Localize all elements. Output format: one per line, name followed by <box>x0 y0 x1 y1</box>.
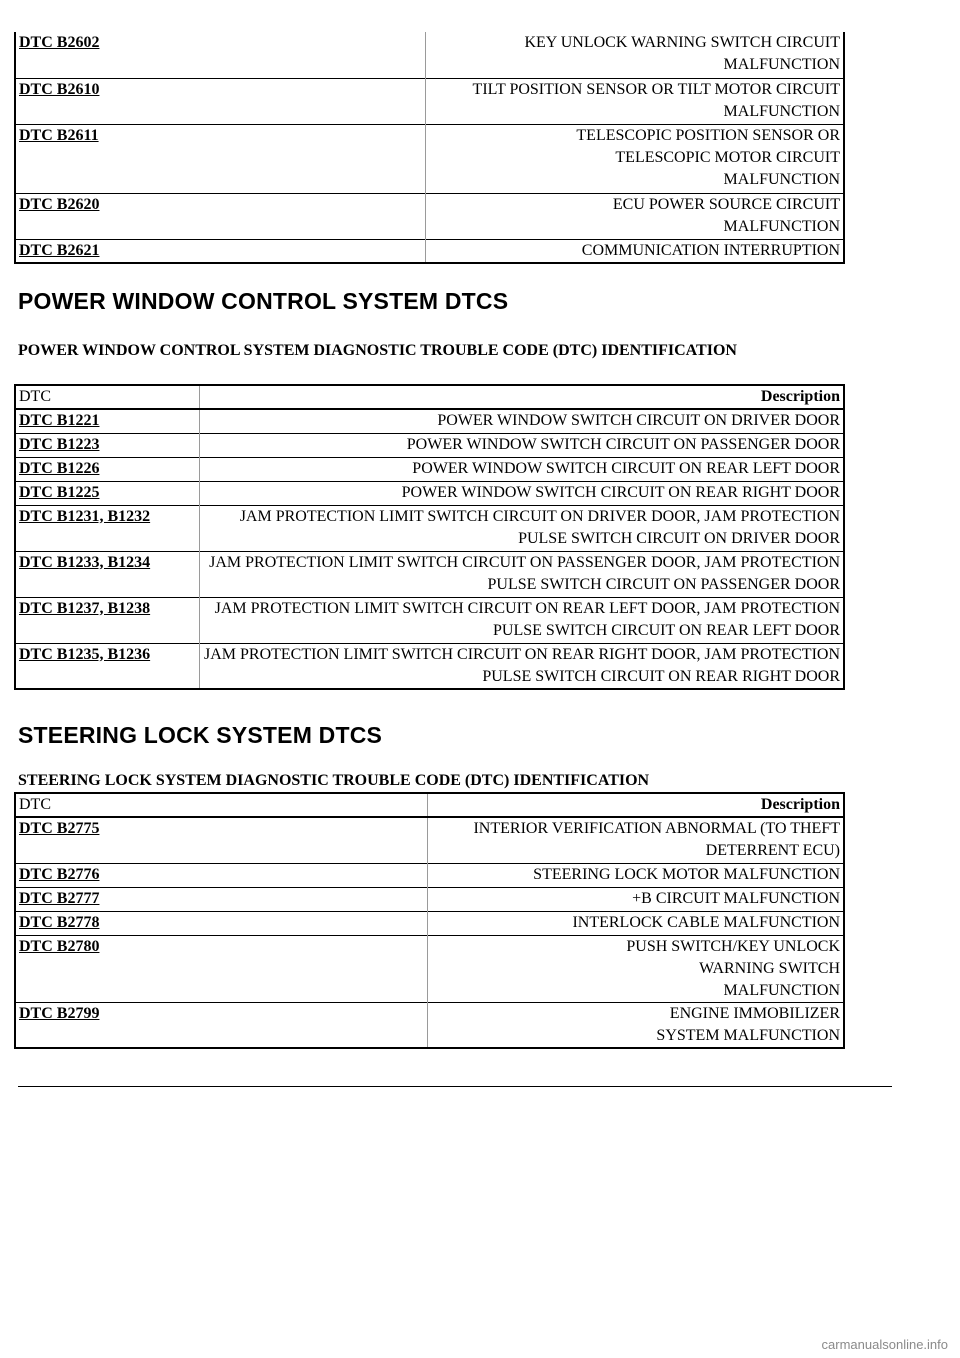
dtc-code-link[interactable]: DTC B2776 <box>15 863 427 887</box>
table-row <box>15 1002 844 1048</box>
dtc-code-link[interactable]: DTC B1223 <box>15 433 199 457</box>
table-row <box>15 935 844 1002</box>
dtc-code-link[interactable]: DTC B2799 <box>15 1002 427 1048</box>
table-row <box>15 597 844 643</box>
dtc-description: POWER WINDOW SWITCH CIRCUIT ON DRIVER DOOR <box>199 409 844 433</box>
dtc-description: POWER WINDOW SWITCH CIRCUIT ON PASSENGER DOOR <box>199 433 844 457</box>
column-header-dtc: DTC <box>15 793 427 817</box>
dtc-code-link[interactable]: DTC B1221 <box>15 409 199 433</box>
dtc-code-link[interactable]: DTC B1225 <box>15 481 199 505</box>
table-row <box>15 643 844 689</box>
table-row <box>15 239 844 263</box>
table-row <box>15 505 844 551</box>
table-header-row <box>15 793 844 817</box>
dtc-code-link[interactable]: DTC B2620 <box>15 193 425 239</box>
table-row <box>15 78 844 124</box>
column-header-description: Description <box>427 793 844 817</box>
table-row <box>15 863 844 887</box>
dtc-code-link[interactable]: DTC B1233, B1234 <box>15 551 199 597</box>
column-header-description: Description <box>199 385 844 409</box>
dtc-code-link[interactable]: DTC B2602 <box>15 32 425 78</box>
table-caption-power-window: POWER WINDOW CONTROL SYSTEM DIAGNOSTIC TROUBLE CODE (DTC) IDENTIFICATION <box>18 342 737 359</box>
dtc-code-link[interactable]: DTC B2621 <box>15 239 425 263</box>
dtc-code-link[interactable]: DTC B1237, B1238 <box>15 597 199 643</box>
dtc-description: INTERLOCK CABLE MALFUNCTION <box>427 911 844 935</box>
dtc-code-link[interactable]: DTC B2778 <box>15 911 427 935</box>
dtc-code-link[interactable]: DTC B1235, B1236 <box>15 643 199 689</box>
dtc-description: POWER WINDOW SWITCH CIRCUIT ON REAR LEFT DOOR <box>199 457 844 481</box>
dtc-table-power-window <box>14 384 845 690</box>
table-row <box>15 409 844 433</box>
table-row <box>15 887 844 911</box>
dtc-description: JAM PROTECTION LIMIT SWITCH CIRCUIT ON REAR LEFT DOOR, JAM PROTECTION PULSE SWITCH CIRCUIT ON REAR LEFT DOOR <box>199 597 844 643</box>
dtc-code-link[interactable]: DTC B2780 <box>15 935 427 1002</box>
dtc-code-link[interactable]: DTC B2610 <box>15 78 425 124</box>
dtc-code-link[interactable]: DTC B1231, B1232 <box>15 505 199 551</box>
dtc-description: ECU POWER SOURCE CIRCUIT MALFUNCTION <box>425 193 844 239</box>
dtc-code-link[interactable]: DTC B2775 <box>15 817 427 863</box>
dtc-description: KEY UNLOCK WARNING SWITCH CIRCUIT MALFUNCTION <box>425 32 844 78</box>
table-row <box>15 433 844 457</box>
table-header-row <box>15 385 844 409</box>
dtc-table-top <box>14 32 845 264</box>
section-heading-steering-lock: STEERING LOCK SYSTEM DTCS <box>18 722 383 748</box>
table-caption-steering-lock: STEERING LOCK SYSTEM DIAGNOSTIC TROUBLE CODE (DTC) IDENTIFICATION <box>18 772 650 789</box>
dtc-description: JAM PROTECTION LIMIT SWITCH CIRCUIT ON DRIVER DOOR, JAM PROTECTION PULSE SWITCH CIRCUIT ON DRIVER DOOR <box>199 505 844 551</box>
dtc-description: JAM PROTECTION LIMIT SWITCH CIRCUIT ON PASSENGER DOOR, JAM PROTECTION PULSE SWITCH CIRCUIT ON PASSENGER DOOR <box>199 551 844 597</box>
table-row <box>15 193 844 239</box>
dtc-description: POWER WINDOW SWITCH CIRCUIT ON REAR RIGHT DOOR <box>199 481 844 505</box>
page-divider <box>18 1086 892 1087</box>
column-header-dtc: DTC <box>15 385 199 409</box>
table-row <box>15 481 844 505</box>
table-row <box>15 124 844 193</box>
dtc-code-link[interactable]: DTC B2777 <box>15 887 427 911</box>
dtc-code-link[interactable]: DTC B1226 <box>15 457 199 481</box>
table-row <box>15 32 844 78</box>
table-row <box>15 551 844 597</box>
dtc-description: JAM PROTECTION LIMIT SWITCH CIRCUIT ON REAR RIGHT DOOR, JAM PROTECTION PULSE SWITCH CIRCUIT ON REAR RIGHT DOOR <box>199 643 844 689</box>
dtc-description: ENGINE IMMOBILIZER SYSTEM MALFUNCTION <box>427 1002 844 1048</box>
dtc-description: STEERING LOCK MOTOR MALFUNCTION <box>427 863 844 887</box>
dtc-description: TELESCOPIC POSITION SENSOR OR TELESCOPIC MOTOR CIRCUIT MALFUNCTION <box>425 124 844 193</box>
dtc-description: PUSH SWITCH/KEY UNLOCK WARNING SWITCH MALFUNCTION <box>427 935 844 1002</box>
dtc-description: COMMUNICATION INTERRUPTION <box>425 239 844 263</box>
table-row <box>15 457 844 481</box>
table-row <box>15 817 844 863</box>
dtc-code-link[interactable]: DTC B2611 <box>15 124 425 193</box>
dtc-description: +B CIRCUIT MALFUNCTION <box>427 887 844 911</box>
dtc-table-steering-lock <box>14 792 845 1049</box>
dtc-description: TILT POSITION SENSOR OR TILT MOTOR CIRCUIT MALFUNCTION <box>425 78 844 124</box>
watermark-text: carmanualsonline.info <box>821 1337 948 1352</box>
table-row <box>15 911 844 935</box>
dtc-description: INTERIOR VERIFICATION ABNORMAL (TO THEFT DETERRENT ECU) <box>427 817 844 863</box>
section-heading-power-window: POWER WINDOW CONTROL SYSTEM DTCS <box>18 288 509 314</box>
